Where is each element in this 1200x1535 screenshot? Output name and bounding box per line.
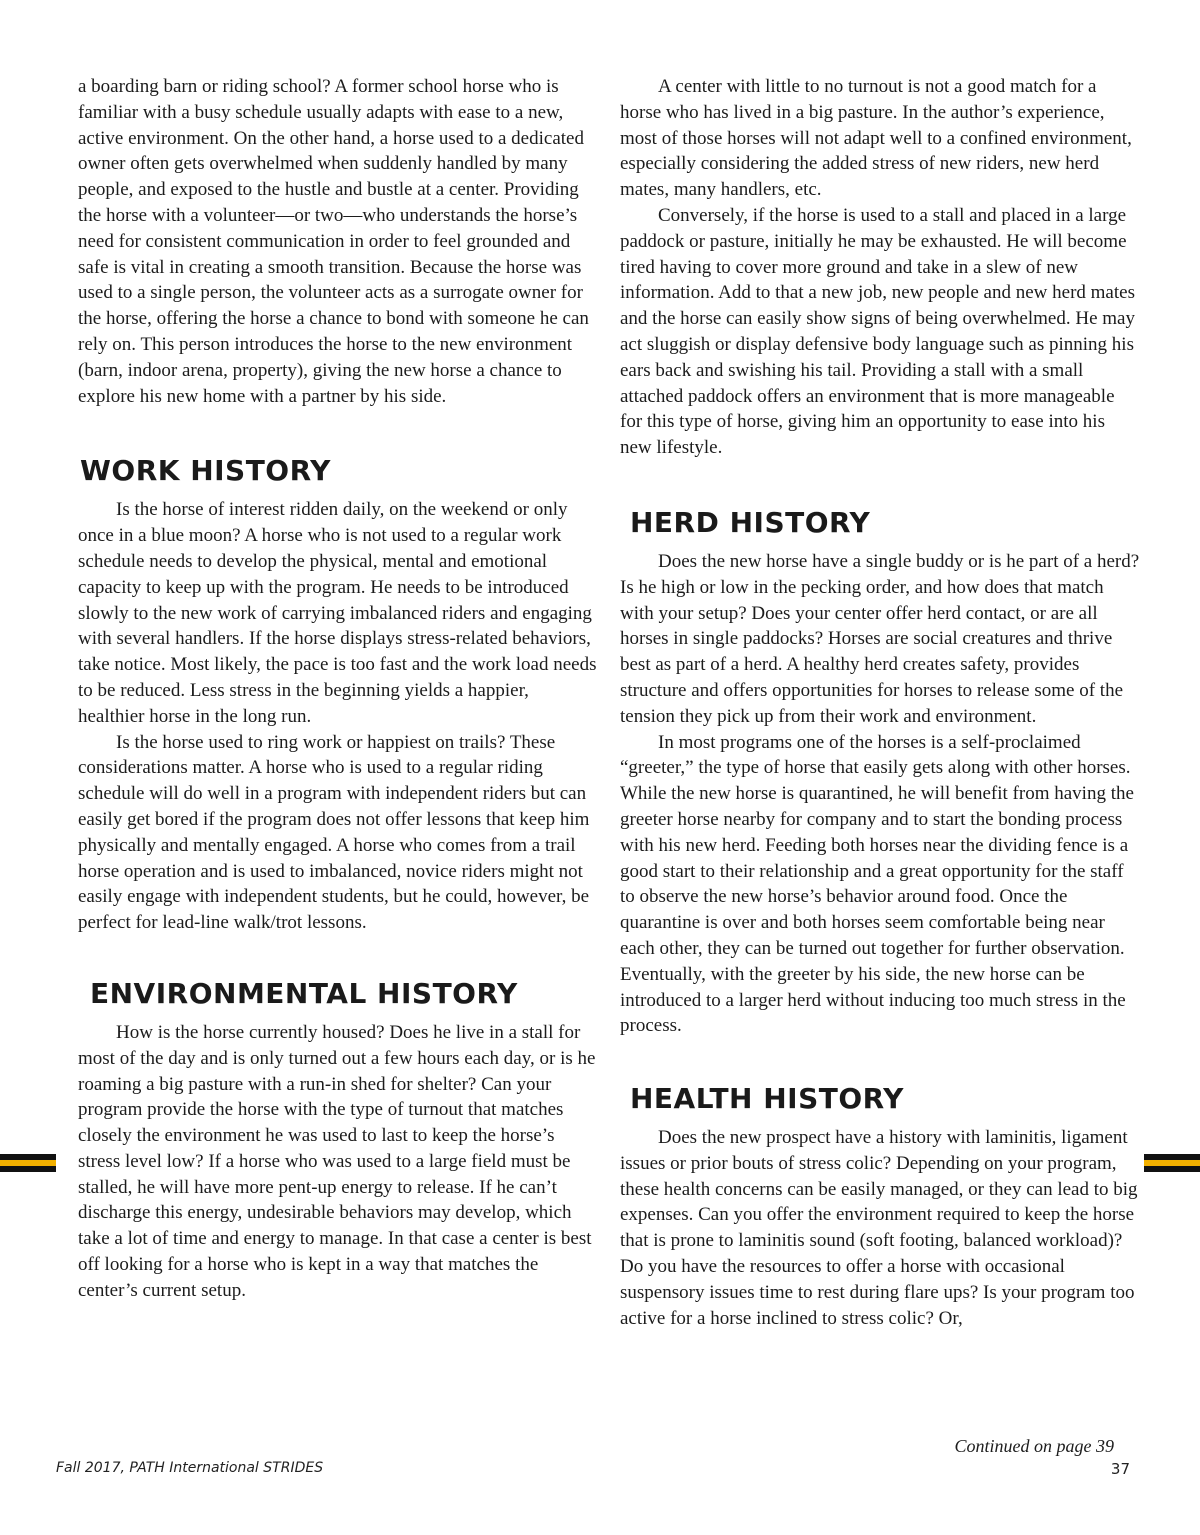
herd-history-heading: HERD HISTORY	[630, 505, 871, 539]
right-column	[620, 74, 1140, 1331]
right-intro-paragraph-1: A center with little to no turnout is not a good match for a horse who has lived in a big pasture. In the author’s experience, most of those horses will not adapt well to a confined environment, especially considering the added stress of new riders, new herd mates, many handlers, etc.	[620, 76, 1132, 201]
work-history-heading: WORK HISTORY	[80, 454, 331, 488]
health-history-heading: HEALTH HISTORY	[630, 1082, 904, 1116]
herd-history-paragraph-1: Does the new horse have a single buddy or is he part of a herd? Is he high or low in the pecking order, and how does that match with your setup? Does your center offer herd contact, or are all horses in single paddocks? Horses are social creatures and thrive best as part of a herd. A healthy herd creates safety, provides structure and offers opportunities for horses to release some of the tension they pick up from their work and environment.	[620, 550, 1140, 727]
intro-paragraph: a boarding barn or riding school? A former school horse who is familiar with a busy schedule usually adapts with ease to a new, active environment. On the other hand, a horse used to a dedicated owner often gets overwhelmed when suddenly handled by many people, and exposed to the hustle and bustle at a center. Providing the horse with a volunteer—or two—who understands the horse’s need for consistent communication in order to feel grounded and safe is vital in creating a smooth transition. Because the horse was used to a single person, the volunteer acts as a surrogate owner for the horse, offering the horse a chance to bond with someone he can rely on. This person introduces the horse to the new environment (barn, indoor arena, property), giving the new horse a chance to explore his new home with a partner by his side.	[78, 76, 589, 407]
footer-publication: Fall 2017, PATH International STRIDES	[56, 1460, 324, 1476]
work-history-paragraph-2: Is the horse used to ring work or happiest on trails? These considerations matter. A horse who is used to a regular riding schedule will do well in a program with independent riders but can easily get bored if the program does not offer lessons that keep him physically and mentally engaged. A horse who comes from a trail horse operation and is used to imbalanced, novice riders might not easily engage with independent students, but he could, however, be perfect for lead-line walk/trot lessons.	[78, 731, 590, 934]
health-history-paragraph: Does the new prospect have a history with laminitis, ligament issues or prior bouts of stress colic? Depending on your program, these health concerns can be easily managed, or they can lead to big expenses. Can you offer the environment required to keep the horse that is prone to laminitis sound (soft footing, balanced workload)? Do you have the resources to offer a horse with occasional suspensory issues time to rest during flare ups? Is your program too active for a horse inclined to stress colic? Or,	[620, 1127, 1138, 1329]
decorative-stripe-left	[0, 1154, 56, 1172]
left-column	[78, 74, 598, 1304]
continued-note: Continued on page 39	[954, 1436, 1114, 1456]
right-intro-paragraph-2: Conversely, if the horse is used to a stall and placed in a large paddock or pasture, initially he may be exhausted. He will become tired having to cover more ground and take in a slew of new information. Add to that a new job, new people and new herd mates and the horse can easily show signs of being overwhelmed. He may act sluggish or display defensive body language such as pinning his ears back and swishing his tail. Providing a stall with a small attached paddock offers an environment that is more manageable for this type of horse, giving him an opportunity to ease into his new lifestyle.	[620, 204, 1135, 459]
environmental-history-paragraph: How is the horse currently housed? Does he live in a stall for most of the day and is only turned out a few hours each day, or is he roaming a big pasture with a run-in shed for shelter? Can your program provide the horse with the type of turnout that matches closely the environment he was used to last to keep the horse’s stress level low? If a horse who was used to a large field must be stalled, he will have more pent-up energy to release. If he can’t discharge this energy, undesirable behaviors may develop, which take a lot of time and energy to manage. In that case a center is best off looking for a horse who is kept in a way that matches the center’s current setup.	[78, 1021, 596, 1301]
work-history-paragraph-1: Is the horse of interest ridden daily, on the weekend or only once in a blue moon? A horse who is not used to a regular work schedule needs to develop the physical, mental and emotional capacity to keep up with the program. He needs to be introduced slowly to the new work of carrying imbalanced riders and engaging with several handlers. If the horse displays stress-related behaviors, take notice. Most likely, the pace is too fast and the work load needs to be reduced. Less stress in the beginning yields a happier, healthier horse in the long run.	[78, 499, 597, 727]
decorative-stripe-right	[1144, 1154, 1200, 1172]
page-number: 37	[1110, 1460, 1130, 1478]
environmental-history-heading: ENVIRONMENTAL HISTORY	[90, 976, 518, 1010]
herd-history-paragraph-2: In most programs one of the horses is a self-proclaimed “greeter,” the type of horse that easily gets along with other horses. While the new horse is quarantined, he will benefit from having the greeter horse nearby for company and to start the bonding process with his new herd. Feeding both horses near the dividing fence is a good start to their relationship and a great opportunity for the staff to observe the new horse’s behavior around food. Once the quarantine is over and both horses seem comfortable being near each other, they can be turned out together for further observation. Eventually, with the greeter by his side, the new horse can be introduced to a larger herd without inducing too much stress in the process.	[620, 731, 1134, 1037]
